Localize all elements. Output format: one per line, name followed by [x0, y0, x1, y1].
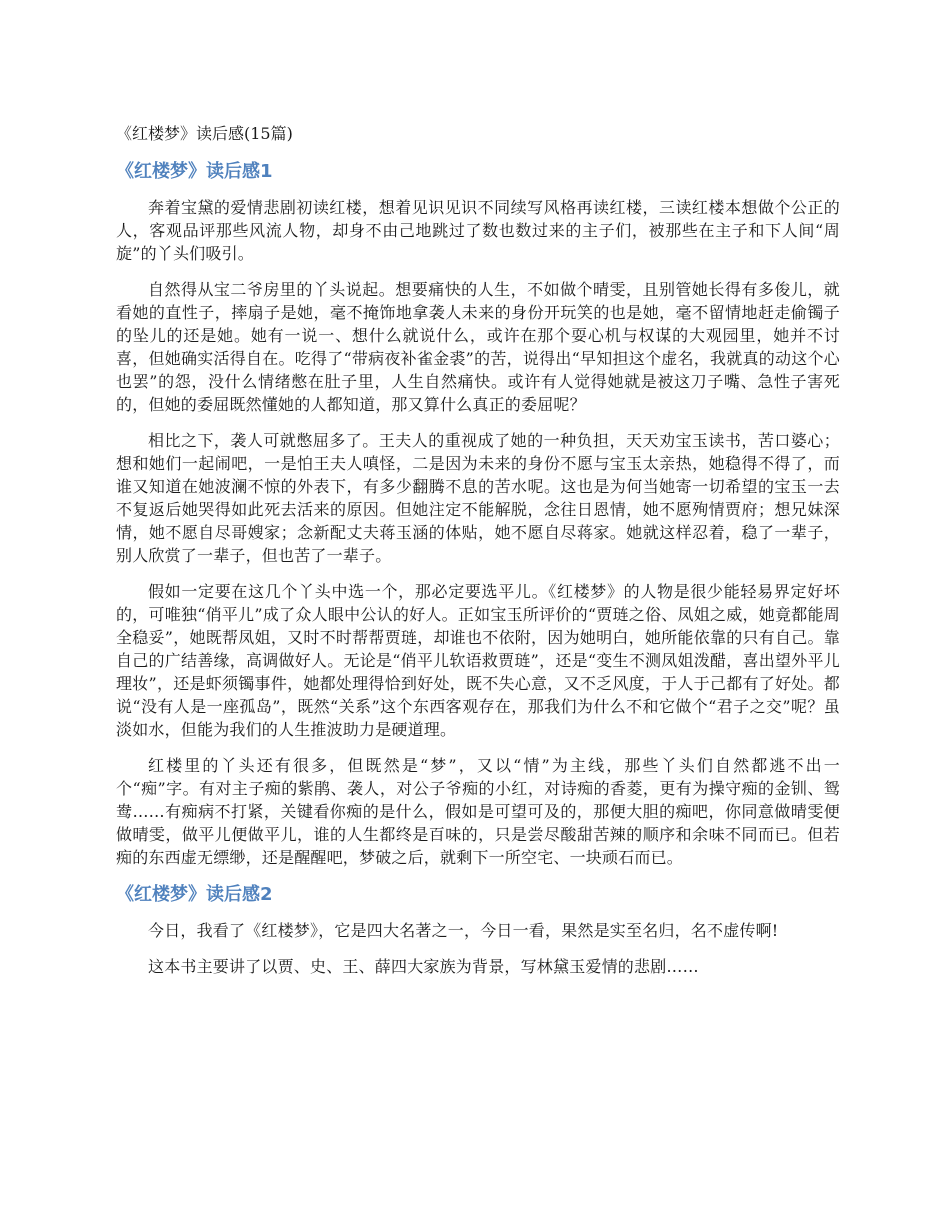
section-2 — [116, 882, 840, 978]
document-title: 《红楼梦》读后感(15篇) — [116, 124, 293, 143]
section-heading: 《红楼梦》读后感1 — [116, 161, 273, 182]
paragraph: 奔着宝黛的爱情悲剧初读红楼，想着见识见识不同续写风格再读红楼，三读红楼本想做个公正的人，客观品评那些风流人物，却身不由己地跳过了数也数过来的主子们，被那些在主子和下人间“周旋”的丫头们吸引。 — [116, 198, 840, 263]
document-page — [116, 122, 840, 991]
section-heading: 《红楼梦》读后感2 — [116, 884, 273, 905]
paragraph: 红楼里的丫头还有很多，但既然是“梦”，又以“情”为主线，那些丫头们自然都逃不出一个“痴”字。有对主子痴的紫鹃、袭人，对公子爷痴的小红，对诗痴的香菱，更有为操守痴的金钏、鸳鸯……有痴病不打紧，关键看你痴的是什么，假如是可望可及的，那便大胆的痴吧，你同意做晴雯便做晴雯，做平儿便做平儿，谁的人生都终是百味的，只是尝尽酸甜苦辣的顺序和余味不同而已。但若痴的东西虚无缥缈，还是醒醒吧，梦破之后，就剩下一所空宅、一块顽石而已。 — [116, 756, 840, 867]
section-1 — [116, 159, 840, 869]
paragraph: 自然得从宝二爷房里的丫头说起。想要痛快的人生，不如做个晴雯，且别管她长得有多俊儿，就看她的直性子，摔扇子是她，毫不掩饰地拿袭人未来的身份开玩笑的也是她，毫不留情地赶走偷镯子的坠儿的还是她。她有一说一、想什么就说什么，或许在那个耍心机与权谋的大观园里，她并不讨喜，但她确实活得自在。吃得了“带病夜补雀金裘”的苦，说得出“早知担这个虚名，我就真的动这个心也罢”的怨，没什么情绪憋在肚子里，人生自然痛快。或许有人觉得她就是被这刀子嘴、急性子害死的，但她的委屈既然懂她的人都知道，那又算什么真正的委屈呢？ — [116, 280, 840, 414]
paragraph: 假如一定要在这几个丫头中选一个，那必定要选平儿。《红楼梦》的人物是很少能轻易界定好坏的，可唯独“俏平儿”成了众人眼中公认的好人。正如宝玉所评价的“贾琏之俗、凤姐之威，她竟都能周全稳妥”，她既帮凤姐，又时不时帮帮贾琏，却谁也不依附，因为她明白，她所能依靠的只有自己。靠自己的广结善缘，高调做好人。无论是“俏平儿软语救贾琏”，还是“变生不测凤姐泼醋，喜出望外平儿理妆”，还是虾须镯事件，她都处理得恰到好处，既不失心意，又不乏风度，于人于己都有了好处。都说“没有人是一座孤岛”，既然“关系”这个东西客观存在，那我们为什么不和它做个“君子之交”呢？虽淡如水，但能为我们的人生推波助力是硬道理。 — [116, 582, 840, 739]
paragraph: 相比之下，袭人可就憋屈多了。王夫人的重视成了她的一种负担，天天劝宝玉读书，苦口婆心；想和她们一起闹吧，一是怕王夫人嗔怪，二是因为未来的身份不愿与宝玉太亲热，她稳得不得了，而谁又知道在她波澜不惊的外表下，有多少翻腾不息的苦水呢。这也是为何当她寄一切希望的宝玉一去不复返后她哭得如此死去活来的原因。但她注定不能解脱，念往日恩情，她不愿殉情贾府；想兄妹深情，她不愿自尽哥嫂家；念新配丈夫蒋玉涵的体贴，她不愿自尽蒋家。她就这样忍着，稳了一辈子，别人欣赏了一辈子，但也苦了一辈子。 — [116, 431, 840, 565]
paragraph: 今日，我看了《红楼梦》，它是四大名著之一，今日一看，果然是实至名归，名不虚传啊! — [148, 921, 779, 940]
paragraph: 这本书主要讲了以贾、史、王、薛四大家族为背景，写林黛玉爱情的悲剧…… — [148, 957, 699, 976]
